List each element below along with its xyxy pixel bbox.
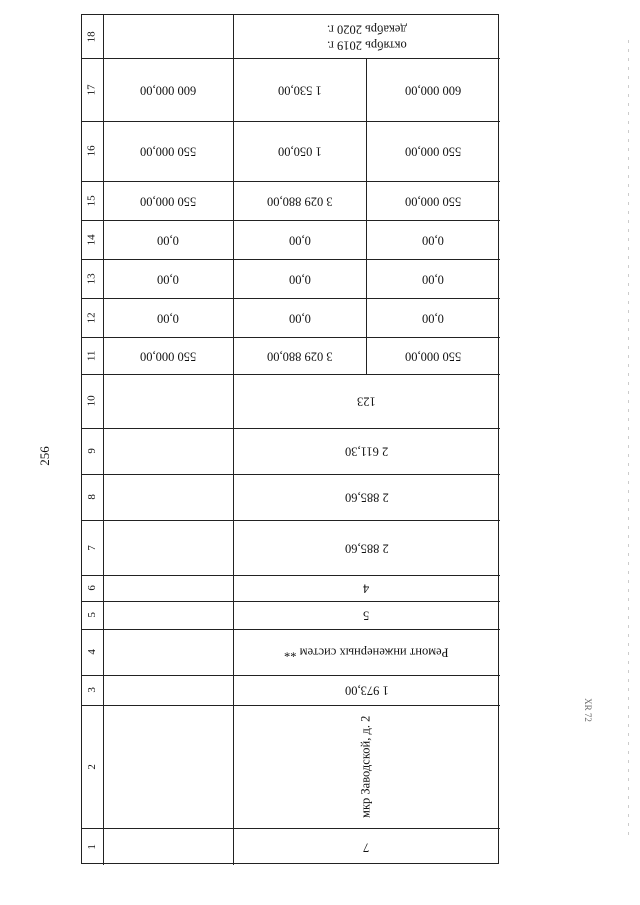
value-cell [366,181,500,220]
cell-text: 2 611,30 [344,444,389,459]
value-cell [233,705,500,828]
value-cell [366,337,500,374]
subtotal-cell [103,337,233,374]
cell-text: 0,00 [422,233,444,248]
table-gridline [82,220,500,221]
column-number-cell [82,575,103,601]
cell-text: Ремонт инженерных систем ** [284,645,449,660]
table-gridline [82,428,500,429]
subtotal-cell [103,601,233,629]
subtotal-cell [103,629,233,675]
cell-text: 550 000,00 [404,194,462,209]
column-number-cell [82,374,103,428]
subtotal-cell [103,298,233,337]
table-gridline [82,259,500,260]
table-gridline [82,828,500,829]
subtotal-cell [103,58,233,121]
value-cell [366,121,500,181]
column-number-cell [82,428,103,474]
cell-text: 550 000,00 [404,144,462,159]
cell-text: 4 [363,581,370,596]
subtotal-cell [103,675,233,705]
value-cell [233,675,500,705]
cell-text: октябрь 2019 г. декабрь 2020 г. [326,22,407,53]
table-gridline [82,520,500,521]
value-cell [366,259,500,298]
column-number-cell [82,629,103,675]
cell-text: 0,00 [288,272,311,287]
table-gridline [82,575,500,576]
subtotal-cell [103,181,233,220]
cell-text: 12 [85,312,98,323]
subtotal-cell [103,474,233,520]
cell-text: 15 [85,195,98,206]
subtotal-cell [103,121,233,181]
value-cell [233,601,500,629]
value-cell [233,629,500,675]
cell-text: 550 000,00 [404,349,462,364]
table-gridline [82,121,500,122]
cell-text: 2 [85,763,98,770]
value-cell [233,428,500,474]
column-number-cell [82,15,103,58]
cell-text: 14 [85,234,98,245]
column-number-cell [82,337,103,374]
value-cell [233,828,500,865]
column-number-cell [82,259,103,298]
cell-text: 0,00 [422,311,444,326]
cell-text: 0,00 [288,233,311,248]
cell-text: 9 [85,448,98,454]
cell-text: 1 [85,843,98,850]
table-gridline [82,181,500,182]
column-number-cell [82,828,103,865]
table-gridline [82,675,500,676]
cell-text: 3 029 880,00 [266,349,333,364]
subtotal-cell [103,828,233,865]
value-cell [233,58,366,121]
value-cell [233,474,500,520]
subtotal-cell [103,520,233,575]
cell-text: 10 [85,395,98,407]
value-cell [233,575,500,601]
cell-text: 3 [85,687,98,693]
cell-text: 7 [363,840,370,855]
column-number-cell [82,220,103,259]
subtotal-cell [103,15,233,58]
subtotal-cell [103,575,233,601]
table-gridline [82,705,500,706]
rotated-data-table [81,14,499,864]
table-gridline [82,374,500,375]
cell-text: 7 [85,544,98,551]
cell-text: 4 [85,649,98,655]
table-gridline [82,58,500,59]
cell-text: 18 [85,31,98,42]
cell-text: 550 000,00 [139,194,197,209]
value-cell [233,220,366,259]
column-number-cell [82,121,103,181]
margin-dotted-line [628,40,629,840]
column-number-cell [82,181,103,220]
cell-text: 16 [85,145,98,157]
cell-text: 550 000,00 [139,144,197,159]
column-number-cell [82,705,103,828]
cell-text: 3 029 880,00 [266,194,333,209]
cell-text: 1 050,00 [277,144,322,159]
value-cell [233,15,500,58]
value-cell [233,259,366,298]
value-cell [233,121,366,181]
cell-text: мкр Заводской, д. 2 [358,715,373,818]
cell-text: 0,00 [157,272,179,287]
column-number-cell [82,601,103,629]
cell-text: 5 [363,608,370,623]
value-cell [366,58,500,121]
cell-text: 6 [85,585,98,591]
cell-text: 1 973,00 [344,683,389,698]
cell-text: 2 885,60 [344,490,389,505]
value-cell [366,298,500,337]
subtotal-cell [103,259,233,298]
value-cell [233,520,500,575]
page-number: 256 [37,446,52,466]
column-number-cell [82,520,103,575]
cell-text: 1 530,00 [277,83,322,98]
subtotal-cell [103,705,233,828]
cell-text: 0,00 [157,233,179,248]
archive-stamp: XR 72 [583,698,593,722]
subtotal-cell [103,374,233,428]
subtotal-cell [103,220,233,259]
cell-text: 550 000,00 [139,349,197,364]
value-cell [233,181,366,220]
cell-text: 8 [85,494,98,500]
cell-text: 13 [85,273,98,284]
value-cell [233,298,366,337]
value-cell [366,220,500,259]
cell-text: 123 [357,394,376,409]
cell-text: 0,00 [157,311,179,326]
subtotal-cell [103,428,233,474]
cell-text: 2 885,60 [344,541,389,556]
column-number-cell [82,675,103,705]
cell-text: 17 [85,84,98,95]
table-gridline [82,629,500,630]
cell-text: 11 [85,350,98,361]
cell-text: 600 000,00 [139,83,197,98]
cell-text: 0,00 [288,311,311,326]
column-number-cell [82,474,103,520]
column-number-cell [82,58,103,121]
table-gridline [82,474,500,475]
value-cell [233,374,500,428]
table-gridline [82,337,500,338]
table-gridline [82,298,500,299]
cell-text: 5 [85,612,98,618]
cell-text: 0,00 [422,272,444,287]
cell-text: 600 000,00 [404,83,462,98]
column-number-cell [82,298,103,337]
table-gridline [82,601,500,602]
value-cell [233,337,366,374]
